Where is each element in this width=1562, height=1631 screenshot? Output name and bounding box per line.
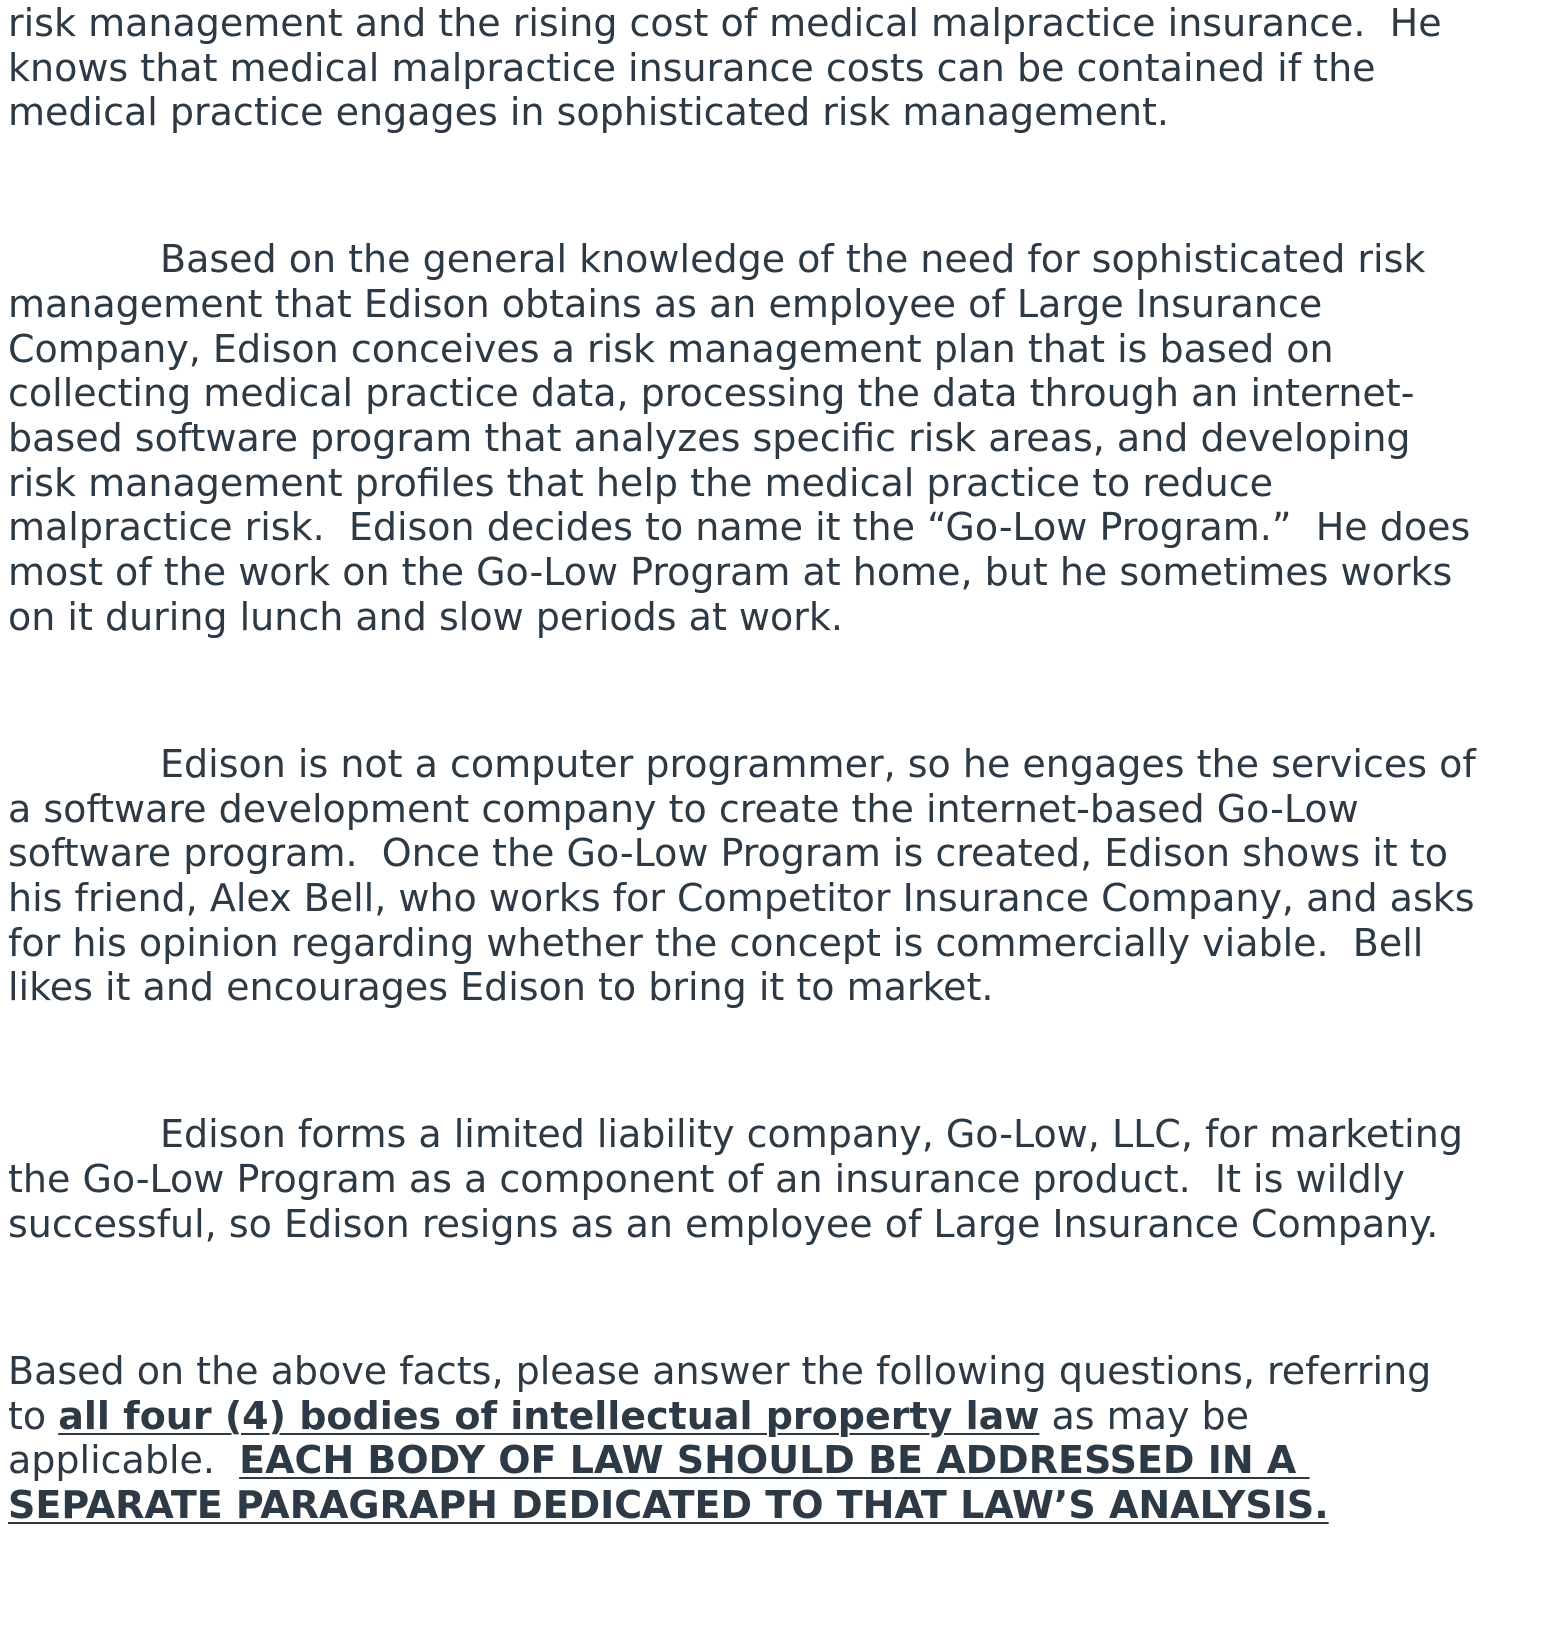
text-line: successful, so Edison resigns as an employee of Large Insurance Company. xyxy=(8,1202,1439,1246)
text-line xyxy=(8,1437,1310,1483)
text-line: collecting medical practice data, processing the data through an internet- xyxy=(8,371,1415,415)
text-fragment: as may be xyxy=(1039,1394,1250,1438)
text-line: Based on the above facts, please answer the following questions, referring xyxy=(8,1349,1432,1393)
emphasized-text: all four (4) bodies of intellectual property law xyxy=(58,1394,1040,1438)
text-line: risk management and the rising cost of medical malpractice insurance. He xyxy=(8,1,1442,45)
text-fragment: applicable. xyxy=(8,1438,240,1482)
text-line: medical practice engages in sophisticated risk management. xyxy=(8,90,1170,134)
text-line: his friend, Alex Bell, who works for Competitor Insurance Company, and asks xyxy=(8,876,1475,920)
emphasized-text: EACH BODY OF LAW SHOULD BE ADDRESSED IN A xyxy=(239,1438,1310,1482)
text-line xyxy=(8,1393,1249,1439)
text-line: Based on the general knowledge of the need for sophisticated risk xyxy=(160,237,1426,281)
text-line: Company, Edison conceives a risk management plan that is based on xyxy=(8,327,1334,371)
text-line: most of the work on the Go-Low Program at home, but he sometimes works xyxy=(8,550,1453,594)
text-line: for his opinion regarding whether the concept is commercially viable. Bell xyxy=(8,921,1424,965)
text-line xyxy=(8,1482,1329,1528)
emphasized-text: SEPARATE PARAGRAPH DEDICATED TO THAT LAW’S ANALYSIS. xyxy=(8,1483,1329,1527)
text-line: Edison forms a limited liability company, Go-Low, LLC, for marketing xyxy=(160,1112,1463,1156)
text-line: management that Edison obtains as an employee of Large Insurance xyxy=(8,282,1323,326)
text-line: malpractice risk. Edison decides to name it the “Go-Low Program.” He does xyxy=(8,505,1471,549)
text-line: likes it and encourages Edison to bring it to market. xyxy=(8,965,994,1009)
text-line: Edison is not a computer programmer, so he engages the services of xyxy=(160,742,1476,786)
text-line: knows that medical malpractice insurance costs can be contained if the xyxy=(8,46,1376,90)
text-line: software program. Once the Go-Low Program is created, Edison shows it to xyxy=(8,831,1448,875)
text-fragment: to xyxy=(8,1394,59,1438)
text-line: a software development company to create the internet-based Go-Low xyxy=(8,787,1359,831)
text-line: the Go-Low Program as a component of an insurance product. It is wildly xyxy=(8,1157,1405,1201)
text-line: on it during lunch and slow periods at work. xyxy=(8,595,843,639)
text-line: risk management profiles that help the medical practice to reduce xyxy=(8,461,1274,505)
text-line: based software program that analyzes specific risk areas, and developing xyxy=(8,416,1411,460)
